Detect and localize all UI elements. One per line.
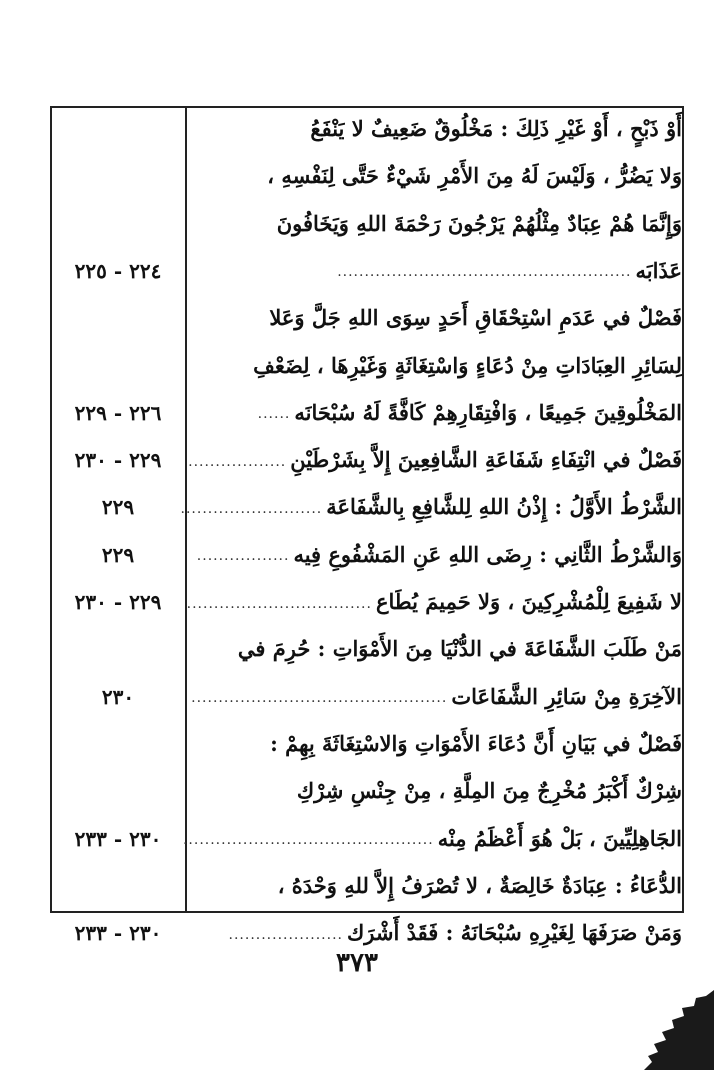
- entry-pages: ٢٢٦ - ٢٢٩: [74, 400, 162, 425]
- entry-text: [253, 341, 682, 391]
- entry-text: [267, 151, 682, 201]
- entry-text: [297, 766, 682, 816]
- entry-title: وَالشَّرْطُ الثَّانِي : رِضَى اللهِ عَنِ المَشْفُوعِ فِيه: [293, 541, 682, 567]
- entry-text: [188, 435, 682, 485]
- entry-title: وَإِنَّمَا هُمْ عِبَادٌ مِثْلُهُمْ يَرْجُونَ رَحْمَةَ اللهِ وَيَخَافُونَ: [276, 210, 682, 236]
- entry-text: [270, 719, 682, 769]
- entry-text: [197, 530, 682, 580]
- dot-leader: .....................: [228, 926, 343, 943]
- entry-title: لِسَائِرِ العِبَادَاتِ مِنْ دُعَاءٍ وَاسْتِغَاثَةٍ وَغَيْرِهَا ، لِضَعْفِ: [253, 352, 682, 378]
- dot-leader: ..........................: [180, 500, 323, 517]
- dot-leader: ..................................: [186, 595, 372, 612]
- entry-title: فَصْلٌ في عَدَمِ اسْتِحْقَاقِ أَحَدٍ سِوَى اللهِ جَلَّ وَعَلا: [269, 305, 682, 331]
- page-number: ٣٧٣: [336, 948, 378, 978]
- dot-leader: ...............................................: [191, 690, 448, 707]
- entry-title: وَمَنْ صَرَفَهَا لِغَيْرِهِ سُبْحَانَهُ : فَقَدْ أَشْرَك: [347, 920, 682, 946]
- entry-text: [269, 293, 682, 343]
- entry-text: [258, 388, 682, 438]
- entry-text: [181, 482, 682, 532]
- dot-leader: ..................: [188, 453, 287, 470]
- entry-title: الجَاهِلِيِّينَ ، بَلْ هُوَ أَعْظَمُ مِنْه: [437, 825, 682, 851]
- entry-title: فَصْلٌ في انْتِفَاءِ شَفَاعَةِ الشَّافِعِينَ إِلاَّ بِشَرْطَيْنِ: [290, 447, 682, 473]
- dot-leader: ......................................................: [337, 264, 632, 281]
- dot-leader: .................: [196, 548, 290, 565]
- entry-text: [187, 577, 682, 627]
- entry-text: [277, 199, 682, 249]
- entry-pages: ٢٣٠ - ٢٣٣: [74, 921, 162, 946]
- entry-text: [183, 814, 682, 864]
- entry-pages: ٢٢٩: [101, 542, 135, 567]
- entry-pages: ٢٢٩ - ٢٣٠: [74, 590, 162, 614]
- entry-title: مَنْ طَلَبَ الشَّفَاعَةَ في الدُّنْيَا مِنَ الأَمْوَاتِ : حُرِمَ في: [237, 636, 682, 662]
- entry-text: [278, 861, 682, 911]
- entry-pages: ٢٣٠: [101, 684, 135, 709]
- entry-pages: ٢٢٤ - ٢٢٥: [74, 258, 162, 283]
- entry-title: الدُّعَاءُ : عِبَادَةٌ خَالِصَةٌ ، لا تُصْرَفُ إِلاَّ للهِ وَحْدَهُ ،: [277, 872, 682, 898]
- entry-title: عَذَابَه: [635, 257, 682, 283]
- entry-text: [238, 624, 682, 674]
- entry-title: أَوْ ذَبْحٍ ، أَوْ غَيْرِ ذَلِكَ : مَخْلُوقٌ ضَعِيفٌ لا يَنْفَعُ: [310, 116, 682, 141]
- entry-pages: ٢٢٩ - ٢٣٠: [74, 448, 162, 473]
- dot-leader: ......: [257, 406, 291, 423]
- entry-title: لا شَفِيعَ لِلْمُشْرِكِينَ ، وَلا حَمِيمَ يُطَاع: [375, 589, 682, 614]
- entry-text: [337, 246, 682, 296]
- entry-title: شِرْكٌ أَكْبَرُ مُخْرِجٌ مِنَ المِلَّةِ ، مِنْ جِنْسِ شِرْكِ: [296, 778, 682, 804]
- entry-title: المَخْلُوقِينَ جَمِيعًا ، وَافْتِقَارِهِمْ كَافَّةً لَهُ سُبْحَانَه: [294, 399, 682, 425]
- entry-title: الشَّرْطُ الأَوَّلُ : إِذْنُ اللهِ لِلشَّافِعِ بِالشَّفَاعَة: [326, 494, 682, 520]
- entry-pages: ٢٣٠ - ٢٣٣: [74, 826, 162, 851]
- torn-corner: [644, 990, 714, 1070]
- dot-leader: ..............................................: [182, 832, 434, 848]
- entry-text: [310, 104, 682, 154]
- entry-text: [191, 672, 682, 722]
- entry-pages: ٢٢٩: [101, 495, 135, 520]
- entry-title: الآخِرَةِ مِنْ سَائِرِ الشَّفَاعَات: [451, 683, 682, 709]
- entry-title: وَلا يَضُرُّ ، وَلَيْسَ لَهُ مِنَ الأَمْرِ شَيْءٌ حَتَّى لِنَفْسِهِ ،: [267, 163, 682, 189]
- entry-title: فَصْلٌ في بَيَانِ أَنَّ دُعَاءَ الأَمْوَاتِ وَالاسْتِغَاثَةَ بِهِمْ :: [270, 730, 682, 756]
